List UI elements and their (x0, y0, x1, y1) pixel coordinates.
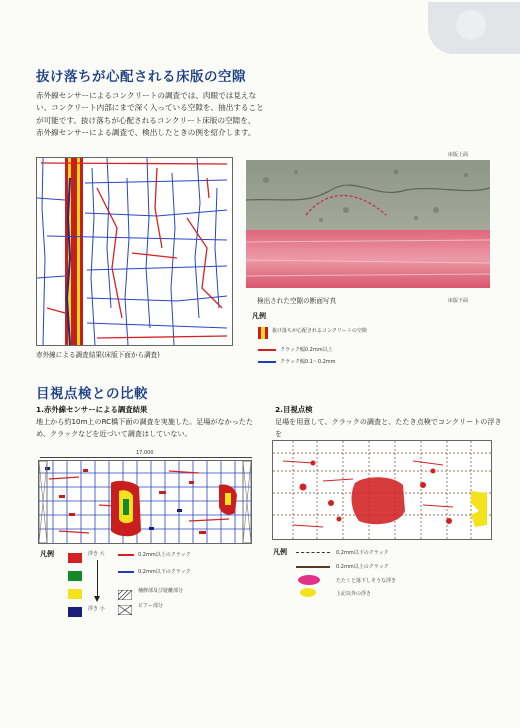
intro-line-4: 赤外線センサーによる調査で、検出したときの例を紹介します。 (36, 128, 256, 138)
sub1-red-crack-label: 0.2mm以上のクラック (138, 552, 191, 558)
intro-line-3: が可能です。抜け落ちが心配されるコンクリート床版の空隙を、 (36, 115, 256, 125)
sub2-legend-title: 凡例 (273, 548, 287, 556)
dim-line (40, 457, 252, 458)
sub2-wide-crack-label: 0.2mm以上のクラック (336, 564, 389, 570)
section1-legend-title: 凡例 (252, 312, 266, 320)
blue-crack-swatch (258, 361, 276, 363)
sub1-text (36, 416, 266, 439)
sub1-red-crack-swatch (118, 554, 134, 556)
red-crack-swatch (258, 349, 276, 351)
sub1-pier-label: ピアー部分 (138, 603, 163, 609)
sub2-thin-crack-label: 0.2mm以下のクラック (336, 550, 389, 556)
swatch-navy-rect (68, 607, 82, 617)
void-cross-section-photo (246, 160, 490, 288)
thin-crack-swatch (296, 552, 330, 553)
swatch-red (68, 548, 82, 558)
corner-logo-mark (456, 10, 486, 40)
other-void-swatch (300, 588, 316, 597)
section1-intro (36, 90, 282, 140)
sub2-other-void-label: 上記以外の浮き (336, 591, 372, 597)
swatch-red-rect (68, 553, 82, 563)
sub2-text-line-1: 足場を用意して、クラックの調査と、たたき点検でコンクリートの浮きを (275, 417, 502, 438)
sub1-heading: 1.赤外線センサーによる調査結果 (36, 405, 148, 414)
wide-crack-swatch (296, 566, 330, 568)
scale-arrow-down-icon (94, 596, 100, 602)
legend-red-crack-label: クラック幅0.2mm以上 (280, 347, 333, 353)
sub1-blue-crack-swatch (118, 571, 134, 573)
section1-title: 抜け落ちが心配される床版の空隙 (36, 69, 246, 85)
swatch-navy (68, 602, 82, 612)
intro-line-2: い、コンクリート内部にまで深く入っている空隙を、抽出すること (36, 103, 264, 113)
scale-arrow-shaft (97, 560, 98, 598)
sub1-text-line-2: め、クラックなどを近づいて調査はしていない。 (36, 428, 192, 438)
legend-void-label: 抜け落ちが心配されるコンクリートの空隙 (272, 328, 367, 334)
sub2-falling-risk-label: たたくと落下しそうな浮き (336, 578, 397, 584)
hatched-repair-swatch (118, 585, 132, 595)
infrared-survey-plan (38, 460, 252, 544)
sub1-legend-title: 凡例 (40, 550, 54, 558)
photo-bottom-label: 床版下面 (448, 298, 469, 304)
sub1-text-line-1: 地上から約10m上のRC橋下面の調査を実施した。足場がなかったた (36, 417, 253, 426)
falling-risk-swatch (298, 575, 320, 585)
sub1-blue-crack-label: 0.2mm以下のクラック (138, 569, 191, 575)
visual-inspection-plan (272, 440, 492, 540)
sub1-repair-label: 補修部及び遊離部分 (138, 588, 184, 594)
sub2-heading: 2.目視点検 (275, 405, 313, 414)
swatch-green (68, 566, 82, 576)
intro-line-1: 赤外線センサーによるコンクリートの調査では、肉眼では見えな (36, 91, 257, 100)
photo-caption: 検出された空隙の断面写真 (257, 297, 337, 305)
scale-high-label: 浮き 大 (88, 551, 105, 557)
section2-title: 目視点検との比較 (36, 386, 148, 402)
legend-blue-crack-label: クラック幅0.1〜0.2mm (280, 359, 336, 365)
scale-low-label: 浮き 小 (88, 606, 105, 612)
photo-top-label: 床版上面 (448, 152, 469, 158)
void-legend-swatch (258, 324, 268, 336)
infrared-map-caption: 赤外線による調査結果(床版下面から調査) (36, 351, 160, 359)
dim-horizontal: 17,000 (136, 450, 154, 456)
infrared-crack-map (36, 157, 233, 346)
swatch-green-rect (68, 571, 82, 581)
pier-swatch (118, 600, 132, 610)
swatch-yellow (68, 584, 82, 594)
swatch-yellow-rect (68, 589, 82, 599)
